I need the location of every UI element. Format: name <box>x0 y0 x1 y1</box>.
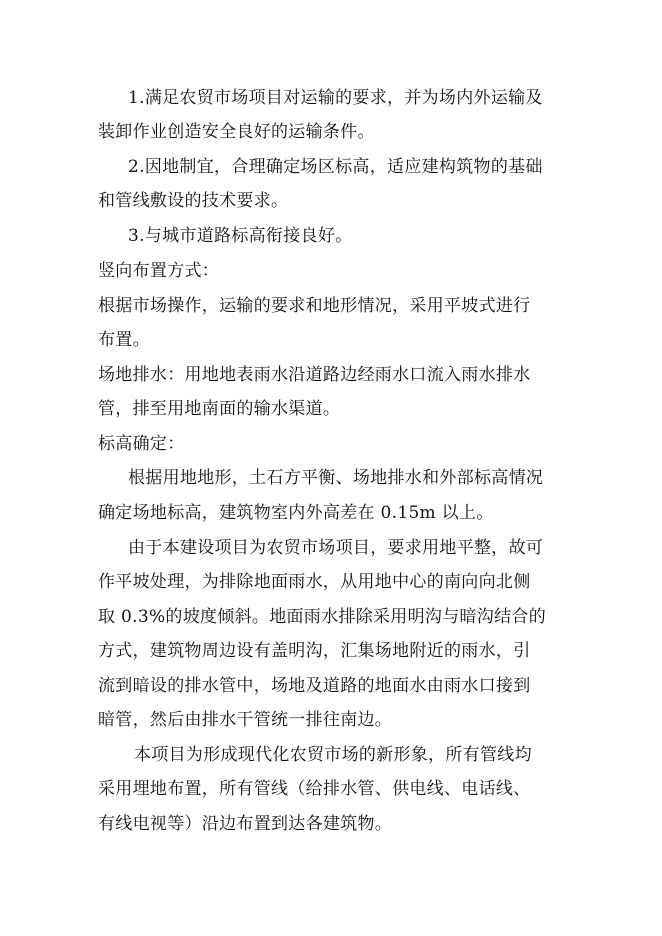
text-line: 装卸作业创造安全良好的运输条件。 <box>98 122 375 142</box>
text-line: 方式，建筑物周边设有盖明沟，汇集场地附近的雨水，引 <box>98 641 531 661</box>
text-line: 由于本建设项目为农贸市场项目，要求用地平整，故可 <box>128 538 544 558</box>
text-line: 确定场地标高，建筑物室内外高差在 0.15m 以上。 <box>98 503 494 523</box>
text-line: 本项目为形成现代化农贸市场的新形象，所有管线均 <box>134 745 532 765</box>
text-line: 场地排水：用地地表雨水沿道路边经雨水口流入雨水排水 <box>98 365 531 385</box>
text-line: 2.因地制宜，合理确定场区标高，适应建构筑物的基础 <box>128 157 543 177</box>
text-line: 布置。 <box>98 330 150 350</box>
text-line: 根据市场操作，运输的要求和地形情况，采用平坡式进行 <box>98 296 531 316</box>
section-heading: 竖向布置方式： <box>98 261 220 281</box>
text-line: 根据用地地形，土石方平衡、场地排水和外部标高情况 <box>128 468 544 488</box>
text-line: 取 0.3%的坡度倾斜。地面雨水排除采用明沟与暗沟结合的 <box>98 607 546 627</box>
text-line: 3.与城市道路标高衔接良好。 <box>128 226 353 246</box>
text-line: 流到暗设的排水管中，场地及道路的地面水由雨水口接到 <box>98 676 531 696</box>
text-line: 采用埋地布置，所有管线（给排水管、供电线、电话线、 <box>98 779 531 799</box>
text-line: 有线电视等）沿边布置到达各建筑物。 <box>98 814 393 834</box>
text-line: 管，排至用地南面的输水渠道。 <box>98 399 341 419</box>
section-heading: 标高确定： <box>98 434 185 454</box>
text-line: 暗管，然后由排水干管统一排往南边。 <box>98 710 393 730</box>
text-line: 和管线敷设的技术要求。 <box>98 191 289 211</box>
text-line: 1.满足农贸市场项目对运输的要求，并为场内外运输及 <box>128 88 543 108</box>
text-line: 作平坡处理，为排除地面雨水，从用地中心的南向向北侧 <box>98 572 531 592</box>
